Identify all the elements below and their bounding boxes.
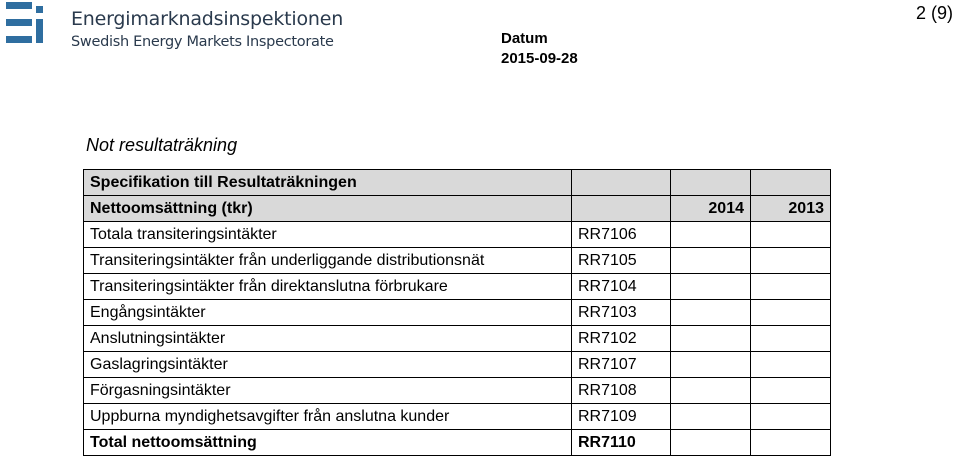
row-value-2014 <box>671 352 751 378</box>
table-subtitle-code-cell <box>572 196 671 222</box>
table-title-year-cell-1 <box>671 170 751 196</box>
row-code: RR7102 <box>572 326 671 352</box>
page-number: 2 (9) <box>915 3 953 23</box>
row-value-2014 <box>671 378 751 404</box>
year-2014-header: 2014 <box>671 196 751 222</box>
specification-table <box>83 169 831 456</box>
row-label: Förgasningsintäkter <box>84 378 572 404</box>
table-row <box>84 326 831 352</box>
row-label: Gaslagringsintäkter <box>84 352 572 378</box>
row-value-2014 <box>671 430 751 456</box>
row-value-2013 <box>751 300 831 326</box>
row-code: RR7106 <box>572 222 671 248</box>
date-label: Datum <box>501 30 548 47</box>
table-row <box>84 248 831 274</box>
total-row <box>84 430 831 456</box>
ei-logo-mark <box>6 2 64 50</box>
row-value-2014 <box>671 248 751 274</box>
org-name-en: Swedish Energy Markets Inspectorate <box>71 34 334 50</box>
row-label: Transiteringsintäkter från underliggande distributionsnät <box>84 248 572 274</box>
table-row <box>84 300 831 326</box>
row-value-2013 <box>751 274 831 300</box>
row-value-2013 <box>751 430 831 456</box>
row-value-2013 <box>751 326 831 352</box>
row-label: Transiteringsintäkter från direktanslutna förbrukare <box>84 274 572 300</box>
row-value-2014 <box>671 404 751 430</box>
row-code: RR7110 <box>572 430 671 456</box>
row-value-2013 <box>751 248 831 274</box>
table-title: Specifikation till Resultaträkningen <box>84 170 572 196</box>
table-row <box>84 222 831 248</box>
table-title-code-cell <box>572 170 671 196</box>
row-value-2014 <box>671 274 751 300</box>
row-code: RR7109 <box>572 404 671 430</box>
row-code: RR7108 <box>572 378 671 404</box>
row-label: Anslutningsintäkter <box>84 326 572 352</box>
row-code: RR7103 <box>572 300 671 326</box>
table-row <box>84 404 831 430</box>
table-row <box>84 378 831 404</box>
row-label: Engångsintäkter <box>84 300 572 326</box>
table-title-row <box>84 170 831 196</box>
row-code: RR7105 <box>572 248 671 274</box>
row-value-2013 <box>751 404 831 430</box>
row-value-2013 <box>751 378 831 404</box>
ei-logo <box>6 2 64 55</box>
table-subtitle: Nettoomsättning (tkr) <box>84 196 572 222</box>
row-value-2014 <box>671 300 751 326</box>
table-subtitle-row <box>84 196 831 222</box>
table-title-year-cell-2 <box>751 170 831 196</box>
row-code: RR7104 <box>572 274 671 300</box>
row-label: Total nettoomsättning <box>84 430 572 456</box>
row-value-2013 <box>751 222 831 248</box>
table-row <box>84 274 831 300</box>
row-value-2014 <box>671 222 751 248</box>
table-row <box>84 352 831 378</box>
section-title: Not resultaträkning <box>86 135 238 155</box>
row-label: Totala transiteringsintäkter <box>84 222 572 248</box>
date-value: 2015-09-28 <box>501 50 578 67</box>
row-label: Uppburna myndighetsavgifter från anslutna kunder <box>84 404 572 430</box>
row-code: RR7107 <box>572 352 671 378</box>
row-value-2013 <box>751 352 831 378</box>
org-name: Energimarknadsinspektionen <box>71 8 344 30</box>
year-2013-header: 2013 <box>751 196 831 222</box>
row-value-2014 <box>671 326 751 352</box>
